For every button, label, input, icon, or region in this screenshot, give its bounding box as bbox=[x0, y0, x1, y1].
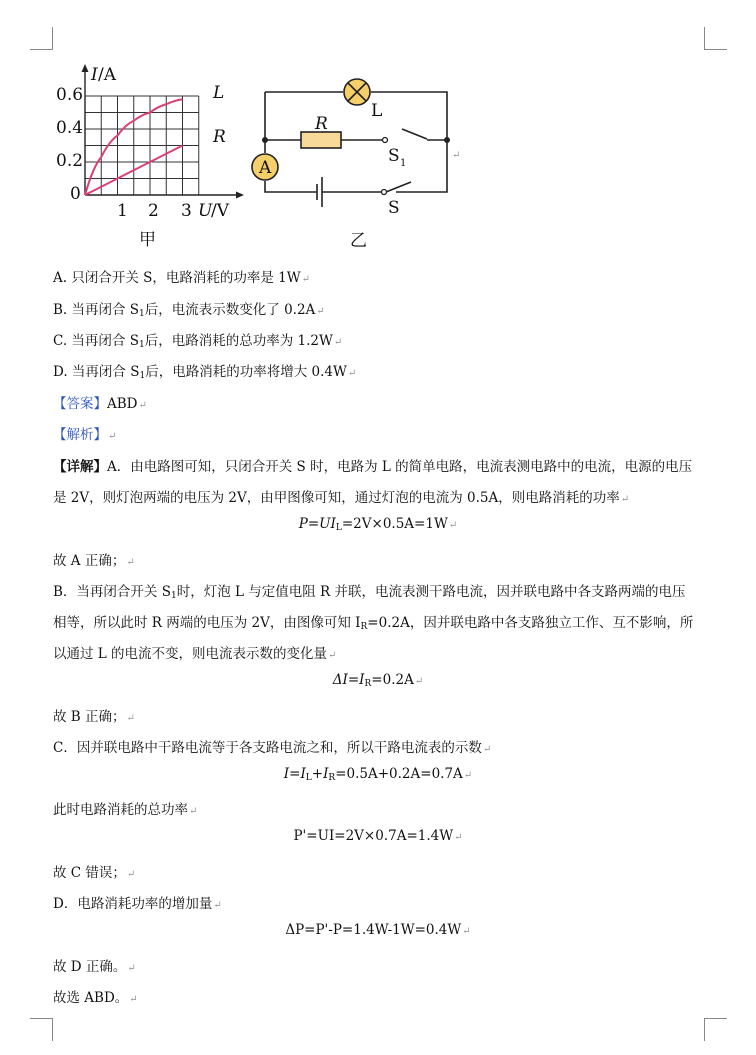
detail-b-line3: 以通过 L 的电流不变，则电流表示数的变化量↵ bbox=[53, 646, 337, 662]
detail-c-conclusion: 故 C 错误；↵ bbox=[53, 865, 136, 881]
resistor-icon bbox=[301, 132, 341, 148]
equation-2: $\Delta I=I_R=0.2A↵$ bbox=[332, 672, 424, 689]
equation-5: ΔP=P'-P=1.4W-1W=0.4W↵ bbox=[285, 922, 471, 938]
equation-3: $I=I_L+I_R=0.5A+0.2A=0.7A↵$ bbox=[283, 766, 473, 783]
line-R-label: R bbox=[213, 127, 226, 147]
detail-tag: 【详解】 bbox=[53, 459, 107, 475]
y-tick-0-6: 0.6 bbox=[56, 85, 84, 105]
graph-caption: 甲 bbox=[139, 230, 156, 250]
detail-c-line1: C．因并联电路中干路电流等于各支路电流之和，所以干路电流表的示数↵ bbox=[53, 740, 492, 756]
switch-s1-sub: 1 bbox=[400, 158, 407, 169]
corner-mark-bottom-right bbox=[704, 1018, 727, 1041]
switch-s-blade bbox=[386, 182, 411, 192]
final-answer-line: 故选 ABD。↵ bbox=[53, 990, 138, 1006]
x-axis-var: U bbox=[198, 201, 213, 221]
equation-4: P'=UI=2V×0.7A=1.4W↵ bbox=[293, 828, 463, 844]
equation-1: $P=UI_L=2V\times 0.5A=1W↵$ bbox=[298, 516, 458, 533]
option-a: A. 只闭合开关 S，电路消耗的功率是 1W↵ bbox=[53, 270, 311, 286]
junction-right bbox=[444, 137, 450, 143]
paragraph-mark: ↵ bbox=[452, 150, 461, 161]
analysis-tag-line: 【解析】↵ bbox=[53, 427, 117, 443]
detail-b-conclusion: 故 B 正确；↵ bbox=[53, 709, 135, 725]
y-tick-0-4: 0.4 bbox=[56, 118, 84, 138]
switch-s-label: S bbox=[388, 198, 400, 218]
detail-a-line2: 是 2V，则灯泡两端的电压为 2V，由甲图像可知，通过灯泡的电流为 0.5A，则电路消耗的功率↵ bbox=[53, 490, 630, 506]
curve-L-label: L bbox=[213, 83, 225, 103]
y-tick-0: 0 bbox=[70, 184, 81, 204]
option-b: B. 当再闭合 $S_1$后，电流表示数变化了 0.2A↵ bbox=[53, 302, 325, 319]
detail-b-line1: B．当再闭合开关 $S_1$时，灯泡 L 与定值电阻 R 并联，电流表测干路电流，因并联电路中各支路两端的电压 bbox=[53, 584, 686, 601]
x-tick-1: 1 bbox=[117, 201, 128, 221]
circuit-caption: 乙 bbox=[350, 231, 367, 250]
middle-branch-wire bbox=[265, 129, 447, 140]
x-tick-2: 2 bbox=[148, 201, 159, 221]
detail-a-line1: 【详解】A．由电路图可知，只闭合开关 S 时，电路为 L 的简单电路，电流表测电路中的电流，电源的电压 bbox=[53, 459, 693, 475]
resistor-label: R bbox=[315, 114, 328, 134]
detail-d-conclusion: 故 D 正确。↵ bbox=[53, 959, 136, 975]
option-c: C. 当再闭合 $S_1$后，电路消耗的总功率为 1.2W↵ bbox=[53, 333, 343, 350]
switch-s1-contact bbox=[383, 138, 388, 143]
y-axis-var: I bbox=[91, 65, 98, 85]
circuit-diagram bbox=[245, 70, 460, 250]
x-tick-3: 3 bbox=[181, 201, 192, 221]
answer-tag: 【答案】 bbox=[53, 396, 107, 412]
corner-mark-top-left bbox=[30, 27, 53, 50]
detail-a-conclusion: 故 A 正确；↵ bbox=[53, 553, 135, 569]
corner-mark-bottom-left bbox=[30, 1018, 53, 1041]
analysis-tag: 【解析】 bbox=[53, 427, 107, 443]
x-axis-unit: /V bbox=[211, 201, 230, 221]
detail-b-line2: 相等，所以此时 R 两端的电压为 2V，由图像可知 $I_R=0.2A$，因并联电路中各支路独立工作、互不影响，所 bbox=[53, 615, 694, 632]
detail-c-line2: 此时电路消耗的总功率↵ bbox=[53, 802, 198, 818]
y-tick-0-2: 0.2 bbox=[56, 151, 84, 171]
corner-mark-top-right bbox=[704, 27, 727, 50]
answer-line: 【答案】ABD↵ bbox=[53, 396, 147, 412]
y-axis-unit: /A bbox=[98, 65, 117, 85]
iu-graph bbox=[40, 58, 250, 253]
option-d: D. 当再闭合 $S_1$后，电路消耗的功率将增大 0.4W↵ bbox=[53, 364, 357, 381]
detail-d-line1: D．电路消耗功率的增加量↵ bbox=[53, 896, 222, 912]
ammeter-label: A bbox=[259, 158, 272, 178]
outer-wire bbox=[265, 92, 447, 192]
switch-s-contact bbox=[382, 190, 387, 195]
lamp-label: L bbox=[371, 101, 383, 121]
switch-s1-label: S bbox=[388, 146, 400, 166]
lamp-icon bbox=[344, 79, 370, 105]
junction-left bbox=[262, 137, 268, 143]
